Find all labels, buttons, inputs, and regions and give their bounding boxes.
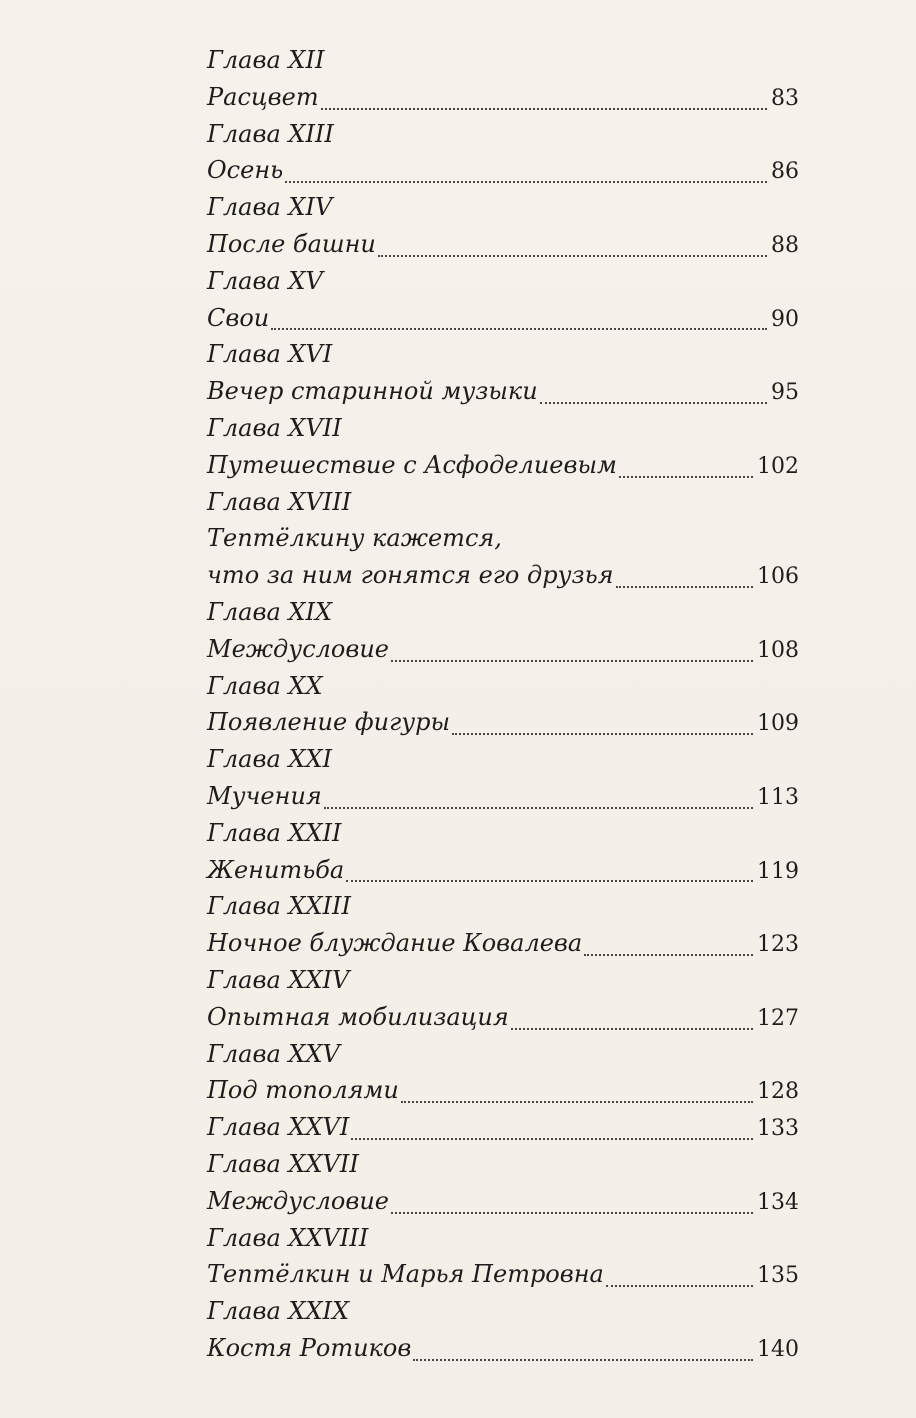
dot-leader: [351, 1138, 753, 1140]
toc-line[interactable]: [207, 557, 799, 594]
toc-line[interactable]: [207, 1256, 799, 1293]
page-number: 128: [757, 1079, 799, 1105]
chapter-title: Появление фигуры: [207, 708, 451, 737]
page-number: 95: [771, 380, 799, 406]
table-of-contents: [207, 42, 799, 1367]
chapter-number: Глава XXVII: [207, 1149, 359, 1178]
toc-line[interactable]: [207, 226, 799, 263]
dot-leader: [378, 255, 767, 257]
page-number: 86: [771, 159, 799, 185]
dot-leader: [271, 328, 767, 330]
toc-line[interactable]: [207, 1183, 799, 1220]
page-number: 135: [757, 1263, 799, 1289]
chapter-number: Глава XIII: [207, 119, 334, 148]
chapter-number: Глава XVII: [207, 413, 342, 442]
toc-line[interactable]: [207, 852, 799, 889]
page-number: 123: [757, 932, 799, 958]
chapter-title: Вечер старинной музыки: [207, 377, 538, 406]
toc-line[interactable]: [207, 704, 799, 741]
dot-leader: [401, 1101, 753, 1103]
chapter-number: Глава XXVIII: [207, 1223, 369, 1252]
dot-leader: [584, 954, 753, 956]
page-number: 127: [757, 1005, 799, 1031]
page-number: 119: [757, 858, 799, 884]
page-number: 140: [757, 1336, 799, 1362]
toc-entry: [207, 42, 799, 116]
dot-leader: [452, 733, 753, 735]
chapter-number: Глава XXV: [207, 1039, 340, 1068]
page-number: 134: [757, 1189, 799, 1215]
page-number: 113: [757, 784, 799, 810]
chapter-number: Глава XXIV: [207, 965, 350, 994]
toc-line[interactable]: [207, 1072, 799, 1109]
toc-entry: [207, 1109, 799, 1146]
toc-entry: [207, 1220, 799, 1294]
toc-entry: [207, 962, 799, 1036]
dot-leader: [324, 807, 753, 809]
chapter-title: После башни: [207, 229, 376, 258]
toc-line[interactable]: [207, 152, 799, 189]
chapter-title: Расцвет: [207, 82, 319, 111]
chapter-number: Глава XXI: [207, 745, 333, 774]
page-number: 108: [757, 637, 799, 663]
chapter-number: Глава XXIX: [207, 1297, 350, 1326]
toc-entry: [207, 116, 799, 190]
dot-leader: [321, 108, 767, 110]
chapter-title: Под тополями: [207, 1076, 399, 1105]
chapter-number: Глава XIV: [207, 193, 333, 222]
toc-line[interactable]: [207, 373, 799, 410]
toc-entry: [207, 263, 799, 337]
page-number: 106: [757, 564, 799, 590]
chapter-title: Опытная мобилизация: [207, 1002, 509, 1031]
toc-line[interactable]: [207, 300, 799, 337]
dot-leader: [413, 1359, 753, 1361]
dot-leader: [540, 402, 767, 404]
toc-entry: [207, 594, 799, 668]
page-number: 133: [757, 1116, 799, 1142]
chapter-title: Осень: [207, 156, 284, 185]
toc-entry: [207, 1036, 799, 1110]
dot-leader: [346, 880, 753, 882]
toc-entry: [207, 1146, 799, 1220]
chapter-number: Глава XXII: [207, 818, 342, 847]
toc-entry: [207, 888, 799, 962]
toc-line[interactable]: [207, 631, 799, 668]
toc-line[interactable]: [207, 999, 799, 1036]
chapter-title: Ночное блуждание Ковалева: [207, 929, 583, 958]
chapter-number: Глава XXIII: [207, 892, 351, 921]
chapter-title: Женитьба: [207, 855, 345, 884]
toc-entry: [207, 336, 799, 410]
chapter-title: Тептёлкин и Марья Петровна: [207, 1260, 604, 1289]
page-number: 102: [757, 453, 799, 479]
toc-entry: [207, 1293, 799, 1367]
chapter-number: Глава XVIII: [207, 487, 352, 516]
toc-line[interactable]: [207, 778, 799, 815]
toc-entry: [207, 668, 799, 742]
chapter-title: Междусловие: [207, 634, 389, 663]
chapter-number: Глава XVI: [207, 340, 333, 369]
chapter-number: Глава XV: [207, 266, 323, 295]
page-number: 109: [757, 711, 799, 737]
toc-entry: [207, 815, 799, 889]
chapter-title: Костя Ротиков: [207, 1333, 412, 1362]
dot-leader: [391, 660, 753, 662]
toc-line[interactable]: [207, 1330, 799, 1367]
chapter-number: Глава XX: [207, 671, 323, 700]
chapter-title: Путешествие с Асфоделиевым: [207, 450, 617, 479]
chapter-title: Междусловие: [207, 1186, 389, 1215]
dot-leader: [606, 1285, 753, 1287]
page-number: 88: [771, 232, 799, 258]
chapter-number: Глава XIX: [207, 597, 333, 626]
toc-line[interactable]: [207, 447, 799, 484]
dot-leader: [285, 181, 767, 183]
chapter-number: Глава XII: [207, 46, 325, 74]
page-number: 90: [771, 306, 799, 332]
chapter-number: Глава XXVI: [207, 1113, 350, 1142]
chapter-title: Мучения: [207, 781, 322, 810]
dot-leader: [616, 586, 753, 588]
chapter-title: Свои: [207, 303, 270, 332]
chapter-title: что за ним гонятся его друзья: [207, 561, 614, 590]
dot-leader: [619, 476, 753, 478]
page-number: 83: [771, 85, 799, 111]
toc-entry: [207, 741, 799, 815]
dot-leader: [511, 1028, 753, 1030]
toc-line[interactable]: [207, 1109, 799, 1146]
dot-leader: [391, 1212, 753, 1214]
toc-entry: [207, 484, 799, 594]
toc-entry: [207, 410, 799, 484]
toc-entry: [207, 189, 799, 263]
chapter-title-first-line: Тептёлкину кажется,: [207, 524, 502, 553]
toc-line[interactable]: [207, 79, 799, 116]
toc-line[interactable]: [207, 925, 799, 962]
